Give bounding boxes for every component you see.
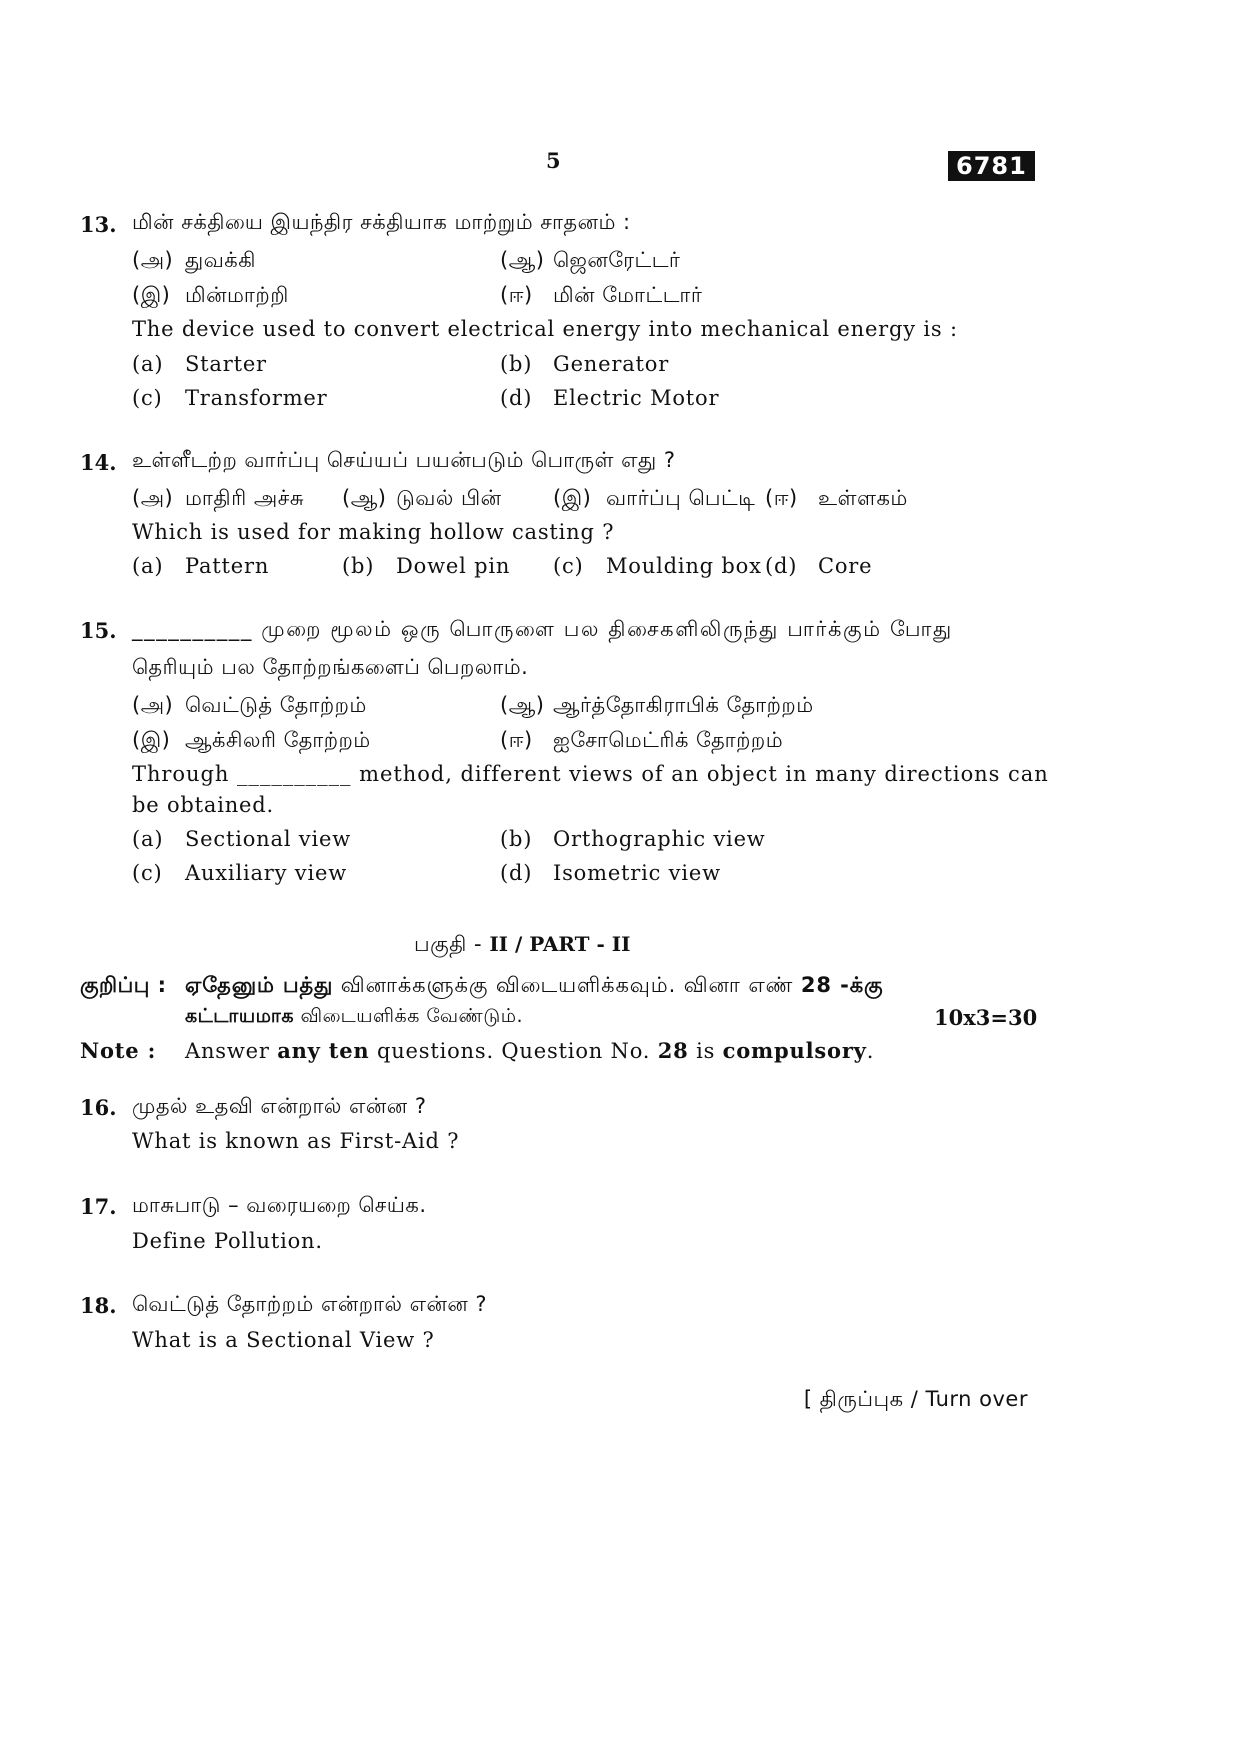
option-text: Transformer bbox=[185, 386, 328, 410]
option-label: (b) bbox=[342, 554, 375, 578]
note-text: விடையளிக்க வேண்டும். bbox=[293, 1005, 524, 1027]
option-label: (c) bbox=[132, 386, 163, 410]
note-emphasis: ஏதேனும் பத்து bbox=[185, 973, 334, 997]
option-label: (ஈ) bbox=[500, 728, 533, 752]
option-text: மின்மாற்றி bbox=[185, 283, 289, 307]
note-emphasis: 28 bbox=[657, 1038, 689, 1063]
question-number: 15. bbox=[80, 618, 117, 643]
question-number: 18. bbox=[80, 1293, 117, 1318]
note-text: questions. Question No. bbox=[369, 1039, 658, 1063]
marks-allocation: 10x3=30 bbox=[934, 1005, 1038, 1030]
option-label: (இ) bbox=[132, 283, 171, 307]
note-label-english: Note : bbox=[80, 1038, 157, 1063]
option-label: (அ) bbox=[132, 486, 174, 510]
question-number: 14. bbox=[80, 450, 117, 475]
note-text: . bbox=[866, 1039, 875, 1063]
option-text: Core bbox=[818, 554, 873, 578]
question-text-english: The device used to convert electrical energy into mechanical energy is : bbox=[132, 317, 958, 341]
option-text: துவக்கி bbox=[185, 248, 256, 272]
option-text: Dowel pin bbox=[396, 554, 511, 578]
question-text-english: Through __________ method, different views of an object in many directions can bbox=[132, 762, 1049, 786]
option-text: ஆர்த்தோகிராபிக் தோற்றம் bbox=[553, 693, 814, 717]
option-text: மின் மோட்டார் bbox=[553, 283, 703, 307]
option-text: Starter bbox=[185, 352, 267, 376]
option-label: (a) bbox=[132, 554, 164, 578]
option-text: உள்ளகம் bbox=[818, 486, 908, 510]
question-number: 17. bbox=[80, 1194, 117, 1219]
question-text-english: What is a Sectional View ? bbox=[132, 1328, 435, 1352]
option-label: (ஆ) bbox=[500, 248, 545, 272]
option-text: Electric Motor bbox=[553, 386, 720, 410]
option-label: (a) bbox=[132, 827, 164, 851]
note-tamil-line2 bbox=[185, 1005, 523, 1030]
option-text: Orthographic view bbox=[553, 827, 766, 851]
question-text-tamil: முதல் உதவி என்றால் என்ன ? bbox=[132, 1094, 427, 1118]
question-text-english: Which is used for making hollow casting ? bbox=[132, 520, 615, 544]
option-text: ஜெனரேட்டர் bbox=[553, 248, 681, 272]
option-label: (ஆ) bbox=[500, 693, 545, 717]
note-emphasis: any ten bbox=[277, 1038, 370, 1063]
question-text-english: What is known as First-Aid ? bbox=[132, 1129, 460, 1153]
question-text-english-cont: be obtained. bbox=[132, 793, 274, 817]
question-number: 13. bbox=[80, 212, 117, 237]
note-text: Answer bbox=[185, 1039, 278, 1063]
option-text: Sectional view bbox=[185, 827, 351, 851]
option-label: (c) bbox=[132, 861, 163, 885]
question-number: 16. bbox=[80, 1095, 117, 1120]
option-label: (ஈ) bbox=[500, 283, 533, 307]
note-emphasis: 28 -க்கு bbox=[800, 973, 884, 997]
question-text-tamil-cont: தெரியும் பல தோற்றங்களைப் பெறலாம். bbox=[132, 655, 529, 679]
option-label: (b) bbox=[500, 352, 533, 376]
option-label: (அ) bbox=[132, 248, 174, 272]
note-english-text bbox=[185, 1038, 874, 1063]
note-tamil-line1 bbox=[185, 973, 883, 1000]
option-text: டுவல் பின் bbox=[396, 486, 502, 510]
note-text: வினாக்களுக்கு விடையளிக்கவும். வினா எண் bbox=[333, 973, 801, 997]
section-heading-tamil: பகுதி - bbox=[414, 932, 490, 956]
option-label: (ஆ) bbox=[342, 486, 387, 510]
question-text-english: Define Pollution. bbox=[132, 1229, 323, 1253]
option-text: Auxiliary view bbox=[185, 861, 347, 885]
option-text: வெட்டுத் தோற்றம் bbox=[185, 693, 367, 717]
option-label: (a) bbox=[132, 352, 164, 376]
question-text-tamil: __________ முறை மூலம் ஒரு பொருளை பல திசைகளிலிருந்து பார்க்கும் போது bbox=[132, 617, 953, 641]
option-label: (d) bbox=[500, 861, 533, 885]
question-text-tamil: மாசுபாடு – வரையறை செய்க. bbox=[132, 1193, 427, 1217]
question-text-tamil: வெட்டுத் தோற்றம் என்றால் என்ன ? bbox=[132, 1292, 488, 1316]
option-text: ஐசோமெட்ரிக் தோற்றம் bbox=[553, 728, 784, 752]
option-label: (அ) bbox=[132, 693, 174, 717]
note-emphasis: compulsory bbox=[722, 1038, 867, 1063]
option-text: ஆக்சிலரி தோற்றம் bbox=[185, 728, 371, 752]
option-text: Pattern bbox=[185, 554, 270, 578]
turn-over-label: [ திருப்புக / Turn over bbox=[803, 1387, 1028, 1411]
question-text-tamil: உள்ளீடற்ற வார்ப்பு செய்யப் பயன்படும் பொருள் எது ? bbox=[132, 448, 676, 472]
option-label: (b) bbox=[500, 827, 533, 851]
option-label: (c) bbox=[553, 554, 584, 578]
option-text: மாதிரி அச்சு bbox=[185, 486, 305, 510]
option-label: (d) bbox=[765, 554, 798, 578]
note-emphasis: கட்டாயமாக bbox=[185, 1005, 294, 1027]
section-heading bbox=[414, 932, 630, 959]
note-text: is bbox=[688, 1039, 723, 1063]
option-text: Moulding box bbox=[606, 554, 762, 578]
option-text: Generator bbox=[553, 352, 670, 376]
option-label: (இ) bbox=[553, 486, 592, 510]
option-text: Isometric view bbox=[553, 861, 721, 885]
section-heading-english: II / PART - II bbox=[489, 932, 631, 956]
option-label: (இ) bbox=[132, 728, 171, 752]
page-number: 5 bbox=[546, 148, 561, 173]
option-label: (ஈ) bbox=[765, 486, 798, 510]
option-text: வார்ப்பு பெட்டி bbox=[606, 486, 756, 510]
note-label-tamil: குறிப்பு : bbox=[80, 973, 167, 997]
option-label: (d) bbox=[500, 386, 533, 410]
question-text-tamil: மின் சக்தியை இயந்திர சக்தியாக மாற்றும் சாதனம் : bbox=[132, 210, 631, 234]
paper-code-badge: 6781 bbox=[948, 151, 1035, 181]
